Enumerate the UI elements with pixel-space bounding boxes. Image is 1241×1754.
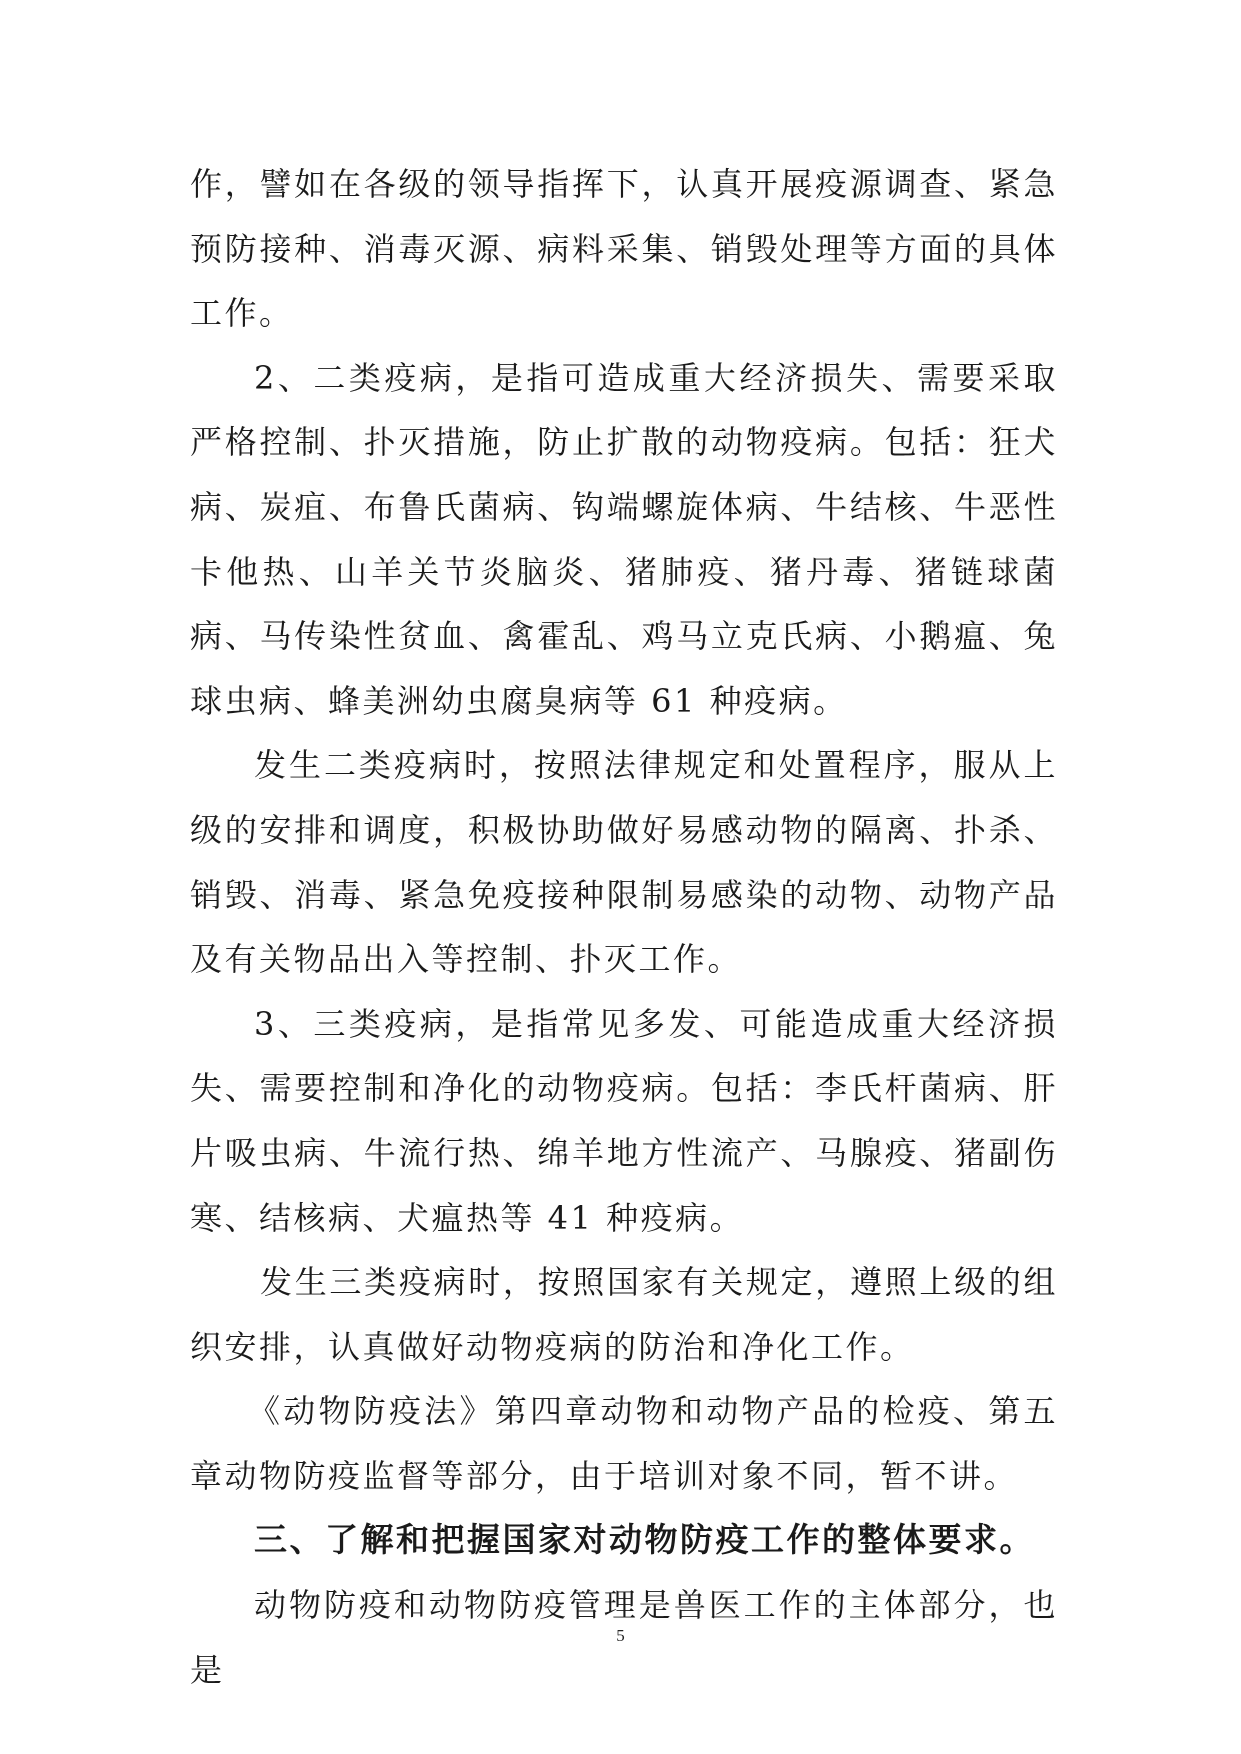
paragraph-section-intro: 动物防疫和动物防疫管理是兽医工作的主体部分，也是 <box>190 1586 1058 1689</box>
page-number: 5 <box>616 1626 625 1645</box>
paragraph-continuation: 作，譬如在各级的领导指挥下，认真开展疫源调查、紧急预防接种、消毒灭源、病料采集、销毁处理等方面的具体工作。 <box>190 165 1058 333</box>
paragraph-class-two-diseases: 2、二类疫病，是指可造成重大经济损失、需要采取严格控制、扑灭措施，防止扩散的动物疫病。包括：狂犬病、炭疽、布鲁氏菌病、钩端螺旋体病、牛结核、牛恶性卡他热、山羊关节炎脑炎、猪肺疫、猪丹毒、猪链球菌病、马传染性贫血、禽霍乱、鸡马立克氏病、小鹅瘟、兔球虫病、蜂美洲幼虫腐臭病等 61 种疫病。 <box>190 358 1058 720</box>
document-body <box>190 152 1058 1702</box>
section-heading: 三、了解和把握国家对动物防疫工作的整体要求。 <box>254 1520 1035 1560</box>
paragraph-class-three-diseases: 3、三类疫病，是指常见多发、可能造成重大经济损失、需要控制和净化的动物疫病。包括：李氏杆菌病、肝片吸虫病、牛流行热、绵羊地方性流产、马腺疫、猪副伤寒、结核病、犬瘟热等 41 种疫病。 <box>190 1004 1058 1237</box>
paragraph-class-three-response: 发生三类疫病时，按照国家有关规定，遵照上级的组织安排，认真做好动物疫病的防治和净化工作。 <box>190 1263 1058 1366</box>
paragraph-class-two-response: 发生二类疫病时，按照法律规定和处置程序，服从上级的安排和调度，积极协助做好易感动物的隔离、扑杀、销毁、消毒、紧急免疫接种限制易感染的动物、动物产品及有关物品出入等控制、扑灭工作。 <box>190 746 1058 979</box>
paragraph-law-chapters-note: 《动物防疫法》第四章动物和动物产品的检疫、第五章动物防疫监督等部分，由于培训对象不同，暂不讲。 <box>190 1392 1058 1495</box>
